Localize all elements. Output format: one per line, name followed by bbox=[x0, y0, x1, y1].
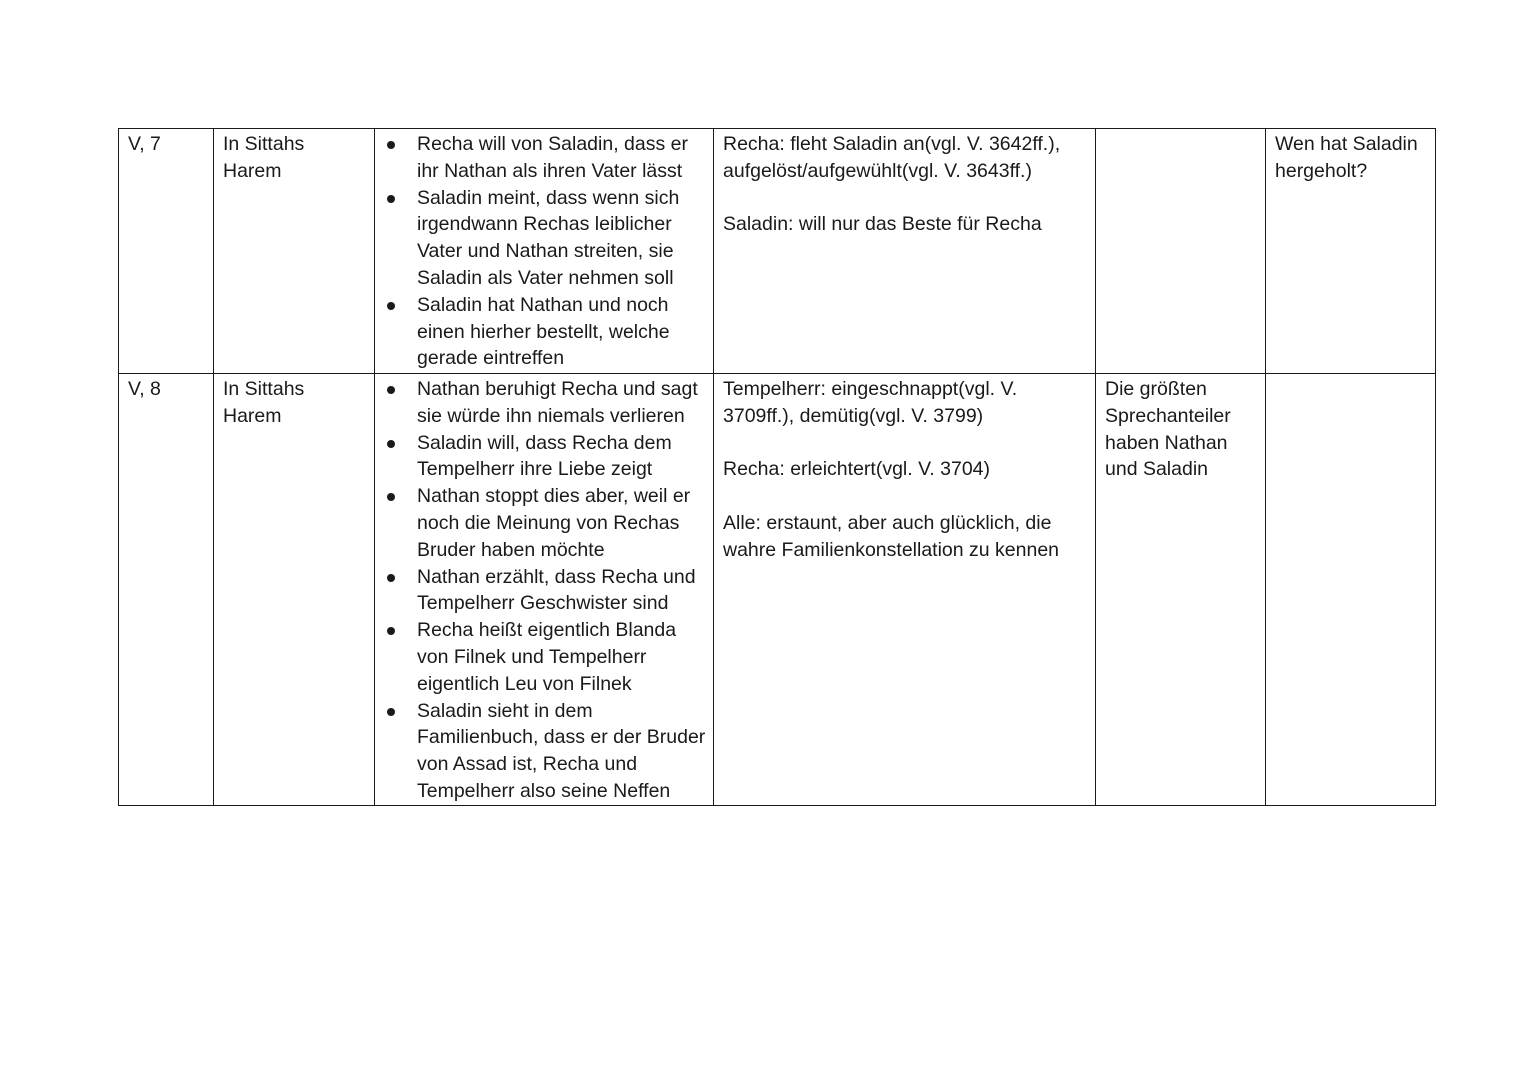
list-item: Saladin will, dass Recha dem Tempelherr ihre Liebe zeigt bbox=[384, 430, 709, 484]
list-item: Saladin hat Nathan und noch einen hierher bestellt, welche gerade eintreffen bbox=[384, 292, 709, 372]
list-item: Recha heißt eigentlich Blanda von Filnek und Tempelherr eigentlich Leu von Filnek bbox=[384, 617, 709, 697]
characters-cell bbox=[714, 374, 1096, 806]
list-item: Saladin sieht in dem Familienbuch, dass er der Bruder von Assad ist, Recha und Tempelherr also seine Neffen bbox=[384, 698, 709, 805]
questions-cell: Wen hat Saladin hergeholt? bbox=[1266, 129, 1436, 374]
spacer bbox=[723, 430, 1089, 457]
list-item: Recha will von Saladin, dass er ihr Nathan als ihren Vater lässt bbox=[384, 131, 709, 185]
table-row bbox=[119, 374, 1436, 806]
questions-cell bbox=[1266, 374, 1436, 806]
notes-cell: Die größten Sprechanteiler haben Nathan und Saladin bbox=[1096, 374, 1266, 806]
list-item: Saladin meint, dass wenn sich irgendwann Rechas leiblicher Vater und Nathan streiten, sie Saladin als Vater nehmen soll bbox=[384, 185, 709, 292]
content-list bbox=[384, 376, 709, 805]
spacer bbox=[723, 185, 1089, 212]
scene-cell: V, 7 bbox=[119, 129, 214, 374]
content-cell bbox=[375, 374, 714, 806]
characters-cell bbox=[714, 129, 1096, 374]
content-list bbox=[384, 131, 709, 372]
scene-analysis-table bbox=[118, 128, 1436, 806]
notes-cell bbox=[1096, 129, 1266, 374]
character-note: Saladin: will nur das Beste für Recha bbox=[723, 213, 1042, 236]
place-cell: In Sittahs Harem bbox=[214, 374, 375, 806]
list-item: Nathan beruhigt Recha und sagt sie würde ihn niemals verlieren bbox=[384, 376, 709, 430]
list-item: Nathan erzählt, dass Recha und Tempelherr Geschwister sind bbox=[384, 564, 709, 618]
table-row bbox=[119, 129, 1436, 374]
character-note: Recha: erleichtert(vgl. V. 3704) bbox=[723, 458, 991, 481]
content-cell bbox=[375, 129, 714, 374]
character-note: Alle: erstaunt, aber auch glücklich, die wahre Familienkonstellation zu kennen bbox=[723, 511, 1060, 561]
character-note: Tempelherr: eingeschnappt(vgl. V. 3709ff.), demütig(vgl. V. 3799) bbox=[723, 378, 1018, 427]
spacer bbox=[723, 483, 1089, 510]
character-note: Recha: fleht Saladin an(vgl. V. 3642ff.), aufgelöst/aufgewühlt(vgl. V. 3643ff.) bbox=[723, 133, 1061, 182]
list-item: Nathan stoppt dies aber, weil er noch die Meinung von Rechas Bruder haben möchte bbox=[384, 483, 709, 563]
scene-cell: V, 8 bbox=[119, 374, 214, 806]
place-cell: In Sittahs Harem bbox=[214, 129, 375, 374]
